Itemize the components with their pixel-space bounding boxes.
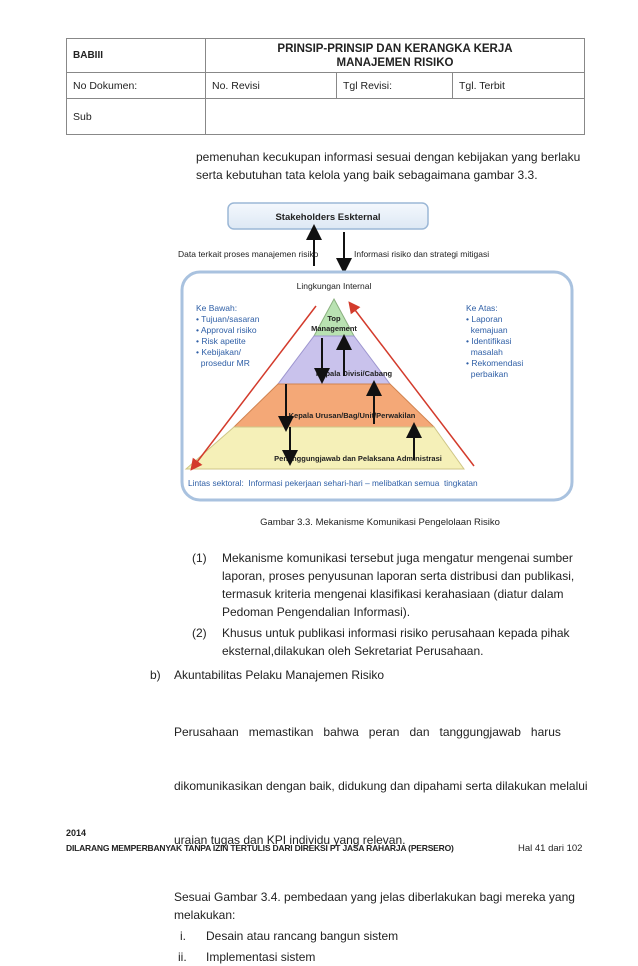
ke-bawah-item: • Kebijakan/ xyxy=(196,347,242,357)
roman-number: i. xyxy=(180,929,186,943)
ke-atas-item: perbaikan xyxy=(466,369,509,379)
ke-atas-item: • Rekomendasi xyxy=(466,358,524,368)
title-line-2: MANAJEMEN RISIKO xyxy=(336,56,454,69)
tgl-revisi-cell: Tgl Revisi: xyxy=(337,73,453,99)
figure-caption: Gambar 3.3. Mekanisme Komunikasi Pengelolaan Risiko xyxy=(260,517,500,528)
document-header-table xyxy=(66,38,585,135)
level4-label: Penanggungjawab dan Pelaksana Administrasi xyxy=(274,454,442,463)
sub-cell: Sub xyxy=(67,99,206,135)
roman-text: Desain atau rancang bangun sistem xyxy=(206,929,399,943)
left-arrow-label: Data terkait proses manajemen risiko xyxy=(178,249,319,259)
roman-list-item xyxy=(174,948,590,966)
ke-bawah-item: prosedur MR xyxy=(196,358,250,368)
no-revisi-cell: No. Revisi xyxy=(206,73,337,99)
item-number: (1) xyxy=(192,551,207,565)
roman-number: ii. xyxy=(178,950,187,964)
chapter-cell: BABIII xyxy=(67,39,206,73)
numbered-list xyxy=(192,549,588,660)
level1-line2: Management xyxy=(311,324,357,333)
lintas-sektoral-label: Lintas sektoral: Informasi pekerjaan sehari-hari – melibatkan semua tingkatan xyxy=(188,478,478,488)
item-line: laporan, proses penyusunan laporan serta distribusi dan publikasi, xyxy=(222,569,575,583)
intro-paragraph xyxy=(196,148,588,184)
ke-atas-item: • Laporan xyxy=(466,314,503,324)
roman-list xyxy=(150,927,590,966)
footer-year: 2014 xyxy=(66,828,87,838)
section-b xyxy=(150,666,590,966)
section-b-label: b) xyxy=(150,668,161,682)
level3-label: Kepala Urusan/Bag/Unit/Perwakilan xyxy=(288,411,416,420)
list-item xyxy=(192,624,588,660)
item-line: termasuk kriteria mengenai klasifikasi kerahasiaan (diatur dalam xyxy=(222,587,564,601)
ke-bawah-item: • Risk apetite xyxy=(196,336,246,346)
section-b-paragraph-2 xyxy=(150,888,590,924)
communication-diagram xyxy=(174,196,586,512)
paragraph-line: melakukan: xyxy=(174,908,236,922)
item-line: Pedoman Pengendalian Informasi). xyxy=(222,605,411,619)
document-title xyxy=(206,39,585,73)
intro-line-2: serta kebutuhan tata kelola yang baik sebagaimana gambar 3.3. xyxy=(196,168,538,182)
ke-bawah-item: • Approval risiko xyxy=(196,325,257,335)
ke-atas-item: masalah xyxy=(466,347,503,357)
paragraph-line: Perusahaan memastikan bahwa peran dan tanggungjawab harus xyxy=(174,725,561,739)
section-b-paragraph-1 xyxy=(150,687,590,885)
stakeholders-label: Stakeholders Eskternal xyxy=(275,212,381,223)
roman-text: Implementasi sistem xyxy=(206,950,316,964)
ke-atas-item: • Identifikasi xyxy=(466,336,512,346)
ke-atas-title: Ke Atas: xyxy=(466,303,498,313)
right-arrow-label: Informasi risiko dan strategi mitigasi xyxy=(354,249,490,259)
item-line: Mekanisme komunikasi tersebut juga mengatur mengenai sumber xyxy=(222,551,573,565)
section-b-title: Akuntabilitas Pelaku Manajemen Risiko xyxy=(174,668,385,682)
item-line: Khusus untuk publikasi informasi risiko perusahaan kepada pihak xyxy=(222,626,570,640)
paragraph-line: Sesuai Gambar 3.4. pembedaan yang jelas diberlakukan bagi mereka yang xyxy=(174,890,575,904)
footer-warning: DILARANG MEMPERBANYAK TANPA IZIN TERTULIS DARI DIREKSI PT JASA RAHARJA (PERSERO) xyxy=(66,843,454,853)
roman-list-item xyxy=(174,927,590,945)
item-number: (2) xyxy=(192,626,207,640)
level1-line1: Top xyxy=(327,314,341,323)
paragraph-line: dikomunikasikan dengan baik, didukung dan dipahami serta dilakukan melalui xyxy=(174,779,588,793)
ke-bawah-title: Ke Bawah: xyxy=(196,303,238,313)
sub-value-cell xyxy=(206,99,585,135)
ke-atas-item: kemajuan xyxy=(466,325,508,335)
tgl-terbit-cell: Tgl. Terbit xyxy=(453,73,585,99)
paragraph-line: uraian tugas dan KPI individu yang relevan. xyxy=(174,833,406,847)
ke-bawah-item: • Tujuan/sasaran xyxy=(196,314,260,324)
internal-label: Lingkungan Internal xyxy=(296,281,372,291)
title-line-1: PRINSIP-PRINSIP DAN KERANGKA KERJA xyxy=(277,42,513,55)
footer-page-number: Hal 41 dari 102 xyxy=(518,843,583,854)
section-b-heading xyxy=(150,666,590,684)
level2-label: Kepala Divisi/Cabang xyxy=(315,369,393,378)
list-item xyxy=(192,549,588,621)
item-line: eksternal,dilakukan oleh Sekretariat Perusahaan. xyxy=(222,644,484,658)
intro-line-1: pemenuhan kecukupan informasi sesuai dengan kebijakan yang berlaku xyxy=(196,150,581,164)
no-dokumen-cell: No Dokumen: xyxy=(67,73,206,99)
